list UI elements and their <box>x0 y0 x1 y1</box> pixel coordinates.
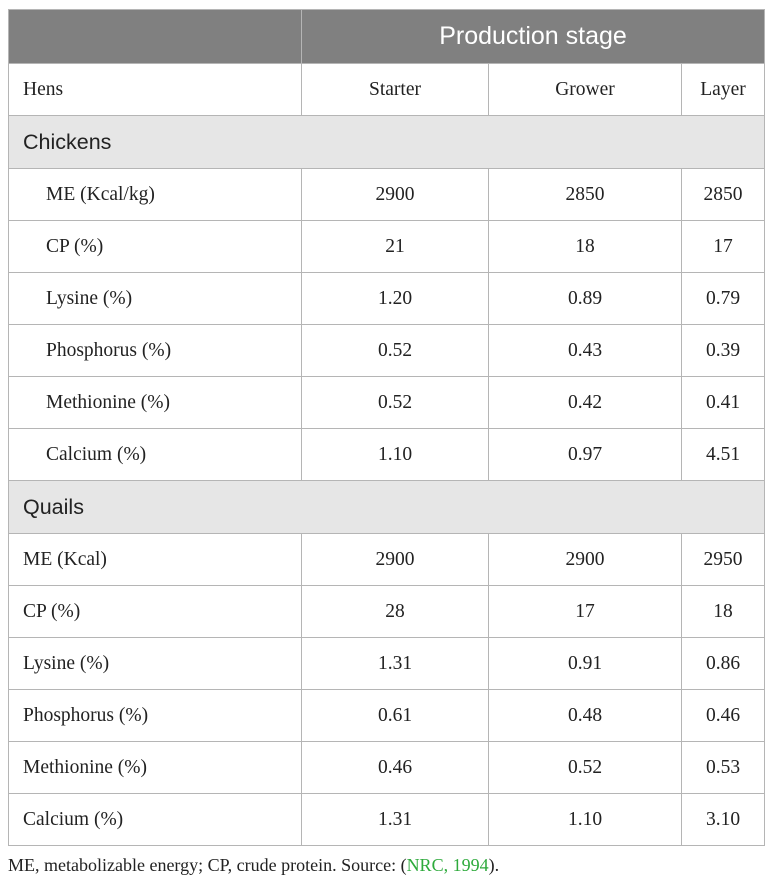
cell-grower: 18 <box>489 221 682 273</box>
cell-layer: 0.46 <box>682 690 765 742</box>
row-label: Lysine (%) <box>9 273 302 325</box>
cell-layer: 0.79 <box>682 273 765 325</box>
footnote-end: ). <box>488 855 500 875</box>
cell-grower: 0.48 <box>489 690 682 742</box>
row-label: Calcium (%) <box>9 429 302 481</box>
footnote-text: ME, metabolizable energy; CP, crude protein. Source: ( <box>8 855 407 875</box>
cell-starter: 0.61 <box>302 690 489 742</box>
cell-starter: 21 <box>302 221 489 273</box>
cell-grower: 0.52 <box>489 742 682 794</box>
cell-grower: 2900 <box>489 534 682 586</box>
cell-layer: 18 <box>682 586 765 638</box>
cell-layer: 17 <box>682 221 765 273</box>
cell-layer: 2950 <box>682 534 765 586</box>
table-row <box>9 377 765 429</box>
cell-starter: 0.52 <box>302 377 489 429</box>
column-header-hens: Hens <box>9 64 302 116</box>
table-row <box>9 534 765 586</box>
cell-grower: 1.10 <box>489 794 682 846</box>
row-label: CP (%) <box>9 586 302 638</box>
table-row <box>9 221 765 273</box>
cell-grower: 0.91 <box>489 638 682 690</box>
row-label: Phosphorus (%) <box>9 325 302 377</box>
citation-link[interactable]: NRC, 1994 <box>406 855 489 875</box>
cell-layer: 0.39 <box>682 325 765 377</box>
cell-starter: 1.10 <box>302 429 489 481</box>
row-label: Methionine (%) <box>9 377 302 429</box>
nutrient-requirements-table <box>8 9 765 846</box>
cell-starter: 0.52 <box>302 325 489 377</box>
row-label: CP (%) <box>9 221 302 273</box>
header-group-row <box>9 10 765 64</box>
section-title: Quails <box>9 481 765 534</box>
cell-starter: 28 <box>302 586 489 638</box>
table-footnote <box>8 855 499 876</box>
cell-layer: 0.53 <box>682 742 765 794</box>
section-row-chickens <box>9 116 765 169</box>
cell-layer: 4.51 <box>682 429 765 481</box>
column-header-grower: Grower <box>489 64 682 116</box>
cell-grower: 0.89 <box>489 273 682 325</box>
section-row-quails <box>9 481 765 534</box>
column-header-layer: Layer <box>682 64 765 116</box>
table-row <box>9 169 765 221</box>
row-label: Phosphorus (%) <box>9 690 302 742</box>
row-label: ME (Kcal) <box>9 534 302 586</box>
cell-layer: 2850 <box>682 169 765 221</box>
production-stage-heading: Production stage <box>302 10 765 64</box>
table-row <box>9 742 765 794</box>
cell-starter: 1.31 <box>302 794 489 846</box>
column-header-row <box>9 64 765 116</box>
cell-starter: 1.20 <box>302 273 489 325</box>
cell-layer: 3.10 <box>682 794 765 846</box>
cell-starter: 2900 <box>302 534 489 586</box>
cell-grower: 0.43 <box>489 325 682 377</box>
row-label: Methionine (%) <box>9 742 302 794</box>
row-label: ME (Kcal/kg) <box>9 169 302 221</box>
cell-grower: 17 <box>489 586 682 638</box>
cell-grower: 0.42 <box>489 377 682 429</box>
row-label: Calcium (%) <box>9 794 302 846</box>
row-label: Lysine (%) <box>9 638 302 690</box>
table-row <box>9 638 765 690</box>
table-row <box>9 429 765 481</box>
cell-grower: 2850 <box>489 169 682 221</box>
section-title: Chickens <box>9 116 765 169</box>
cell-layer: 0.86 <box>682 638 765 690</box>
column-header-starter: Starter <box>302 64 489 116</box>
nutrient-table-container <box>8 9 764 846</box>
cell-layer: 0.41 <box>682 377 765 429</box>
table-row <box>9 586 765 638</box>
cell-grower: 0.97 <box>489 429 682 481</box>
table-row <box>9 690 765 742</box>
table-row <box>9 273 765 325</box>
header-empty-cell <box>9 10 302 64</box>
cell-starter: 1.31 <box>302 638 489 690</box>
cell-starter: 2900 <box>302 169 489 221</box>
table-row <box>9 794 765 846</box>
table-row <box>9 325 765 377</box>
cell-starter: 0.46 <box>302 742 489 794</box>
